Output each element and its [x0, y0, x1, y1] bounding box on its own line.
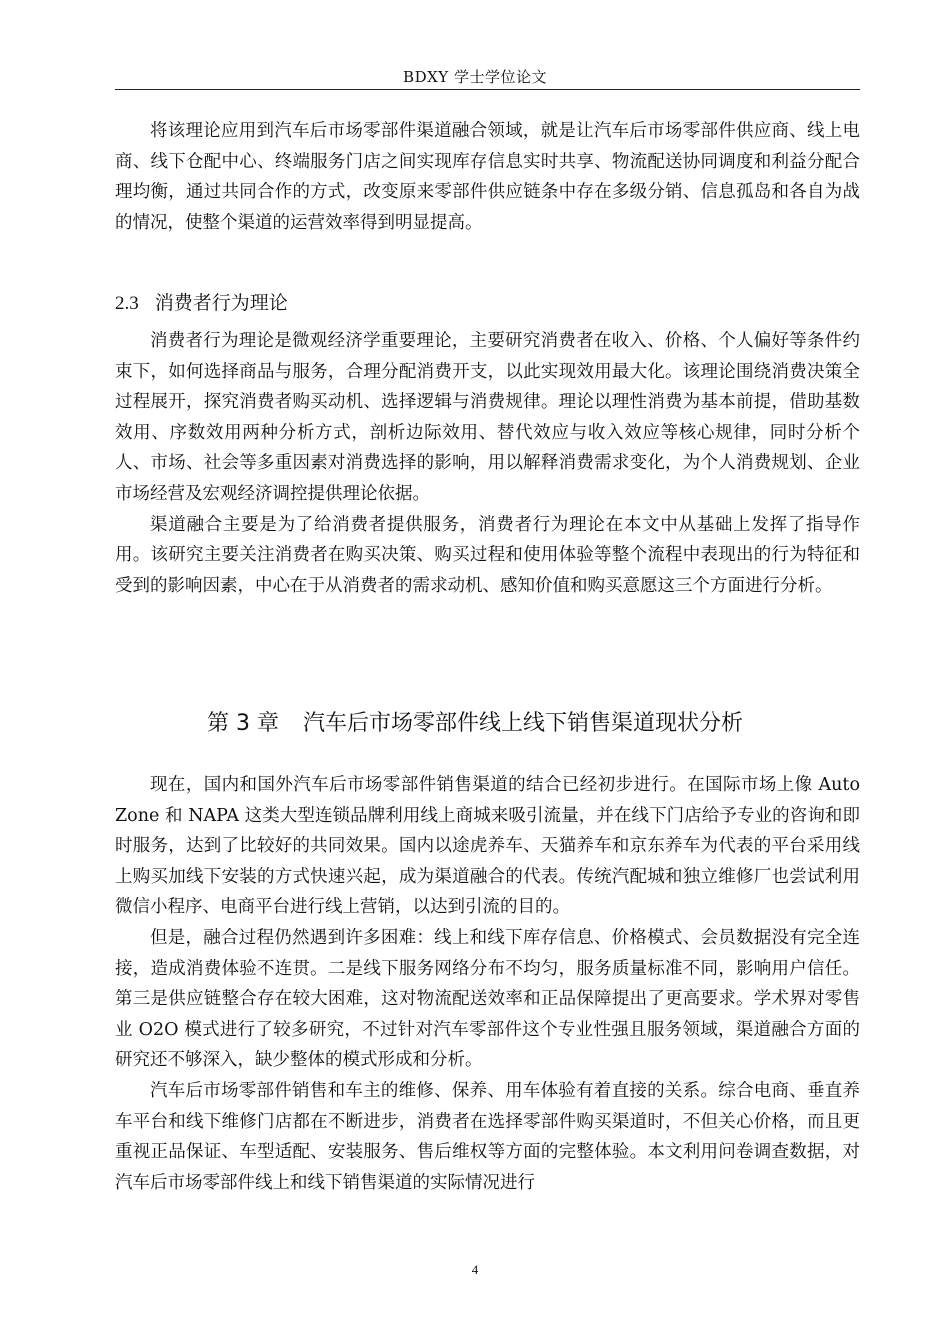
paragraph-block-intro	[115, 116, 860, 238]
section-heading	[115, 288, 288, 315]
paragraph: 消费者行为理论是微观经济学重要理论，主要研究消费者在收入、价格、个人偏好等条件约束下，如何选择商品与服务，合理分配消费开支，以此实现效用最大化。该理论围绕消费决策全过程展开，探究消费者购买动机、选择逻辑与消费规律。理论以理性消费为基本前提，借助基数效用、序数效用两种分析方式，剖析边际效用、替代效应与收入效应等核心规律，同时分析个人、市场、社会等多重因素对消费选择的影响，用以解释消费需求变化，为个人消费规划、企业市场经营及宏观经济调控提供理论依据。	[115, 331, 860, 504]
paragraph-block-consumer-theory	[115, 326, 860, 601]
paragraph-block-chapter3	[115, 770, 860, 1198]
chapter-heading	[0, 706, 950, 737]
header-divider	[115, 89, 860, 90]
chapter-number: 第 3 章	[207, 711, 279, 736]
paragraph: 现在，国内和国外汽车后市场零部件销售渠道的结合已经初步进行。在国际市场上像 Auto Zone 和 NAPA 这类大型连锁品牌利用线上商城来吸引流量，并在线下门店给予专业的咨询和即时服务，达到了比较好的共同效果。国内以途虎养车、天猫养车和京东养车为代表的平台采用线上购买加线下安装的方式快速兴起，成为渠道融合的代表。传统汽配城和独立维修厂也尝试利用微信小程序、电商平台进行线上营销，以达到引流的目的。	[115, 775, 860, 918]
paragraph: 但是，融合过程仍然遇到许多困难：线上和线下库存信息、价格模式、会员数据没有完全连接，造成消费体验不连贯。二是线下服务网络分布不均匀，服务质量标准不同，影响用户信任。第三是供应链整合存在较大困难，这对物流配送效率和正品保障提出了更高要求。学术界对零售业 O2O 模式进行了较多研究，不过针对汽车零部件这个专业性强且服务领域，渠道融合方面的研究还不够深入，缺少整体的模式形成和分析。	[115, 927, 860, 1071]
paragraph: 渠道融合主要是为了给消费者提供服务，消费者行为理论在本文中从基础上发挥了指导作用。该研究主要关注消费者在购买决策、购买过程和使用体验等整个流程中表现出的行为特征和受到的影响因素，中心在于从消费者的需求动机、感知价值和购买意愿这三个方面进行分析。	[115, 514, 860, 596]
page-number: 4	[471, 1262, 479, 1277]
section-number: 2.3	[115, 293, 139, 314]
paragraph: 将该理论应用到汽车后市场零部件渠道融合领域，就是让汽车后市场零部件供应商、线上电商、线下仓配中心、终端服务门店之间实现库存信息实时共享、物流配送协同调度和利益分配合理均衡，通过共同合作的方式，改变原来零部件供应链条中存在多级分销、信息孤岛和各自为战的情况，使整个渠道的运营效率得到明显提高。	[115, 121, 860, 233]
running-header: BDXY 学士学位论文	[403, 68, 547, 86]
section-title: 消费者行为理论	[154, 292, 288, 314]
paragraph: 汽车后市场零部件销售和车主的维修、保养、用车体验有着直接的关系。综合电商、垂直养车平台和线下维修门店都在不断进步，消费者在选择零部件购买渠道时，不但关心价格，而且更重视正品保证、车型适配、安装服务、售后维权等方面的完整体验。本文利用问卷调查数据，对汽车后市场零部件线上和线下销售渠道的实际情况进行	[115, 1080, 860, 1193]
chapter-title: 汽车后市场零部件线上线下销售渠道现状分析	[302, 711, 743, 736]
